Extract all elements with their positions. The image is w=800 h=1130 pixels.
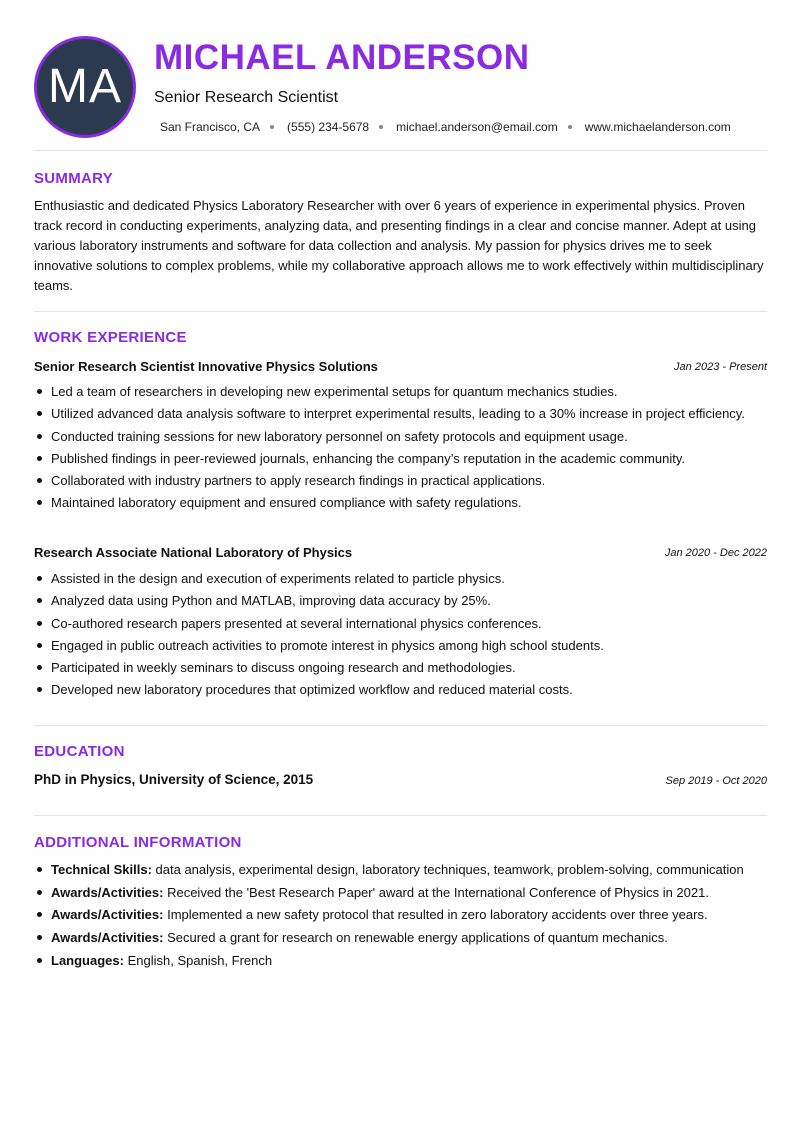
list-item (34, 860, 774, 879)
summary-text: Enthusiastic and dedicated Physics Laboratory Researcher with over 6 years of experience in experimental physics. Proven track record in conducting experiments, analyzing data, and presenting findings in a clear and concise manner. Adept at using various laboratory instruments and software for data collection and analysis. My passion for physics drives me to seek innovative solutions to complex problems, while my collaborative approach allows me to work effectively within multidisciplinary teams. (34, 198, 764, 293)
job-dates: Jan 2020 - Dec 2022 (664, 547, 767, 559)
list-item: Participated in weekly seminars to discuss ongoing research and methodologies. (34, 658, 754, 677)
info-label: Awards/Activities: (51, 884, 164, 900)
job-role: Research Associate National Laboratory of Physics (34, 545, 353, 560)
list-item: Co-authored research papers presented at several international physics conferences. (34, 614, 754, 633)
contact-bar (160, 119, 731, 135)
summary-heading: SUMMARY (34, 170, 114, 187)
list-item: Engaged in public outreach activities to promote interest in physics among high school students. (34, 636, 754, 655)
job-dates: Jan 2023 - Present (674, 361, 767, 373)
info-text: English, Spanish, French (123, 952, 273, 968)
avatar-initials: MA (48, 60, 122, 113)
info-text: Implemented a new safety protocol that resulted in zero laboratory accidents over three years. (163, 907, 708, 922)
avatar (34, 36, 136, 138)
list-item: Collaborated with industry partners to apply research findings in practical applications. (34, 471, 754, 490)
experience-divider (34, 725, 767, 726)
education-divider (34, 815, 767, 816)
info-label: Languages: (51, 952, 124, 968)
summary-divider (34, 311, 767, 312)
job-header (34, 544, 767, 562)
education-dates: Sep 2019 - Oct 2020 (665, 775, 767, 787)
education-degree: PhD in Physics, University of Science, 2015 (34, 772, 314, 787)
info-text: Secured a grant for research on renewable energy applications of quantum mechanics. (163, 929, 668, 945)
info-label: Technical Skills: (51, 862, 152, 877)
list-item: Utilized advanced data analysis software to interpret experimental results, leading to a 30% increase in project efficiency. (34, 404, 754, 423)
experience-heading: WORK EXPERIENCE (34, 329, 187, 346)
list-item: Analyzed data using Python and MATLAB, improving data accuracy by 25%. (34, 591, 754, 610)
separator-dot (379, 125, 383, 129)
candidate-title: Senior Research Scientist (154, 89, 339, 106)
list-item: Conducted training sessions for new laboratory personnel on safety protocols and equipment usage. (34, 427, 754, 446)
list-item (34, 951, 774, 970)
info-label: Awards/Activities: (51, 929, 164, 945)
list-item: Assisted in the design and execution of experiments related to particle physics. (34, 569, 754, 588)
candidate-name: MICHAEL ANDERSON (154, 38, 530, 77)
contact-phone: (555) 234-5678 (287, 120, 370, 134)
header-divider (34, 150, 767, 151)
job-bullets (34, 382, 754, 516)
job-header (34, 358, 767, 376)
list-item (34, 905, 774, 924)
separator-dot (270, 125, 274, 129)
info-label: Awards/Activities: (51, 907, 164, 922)
list-item: Maintained laboratory equipment and ensured compliance with safety regulations. (34, 493, 754, 512)
contact-website[interactable]: www.michaelanderson.com (584, 120, 731, 134)
list-item: Developed new laboratory procedures that optimized workflow and reduced material costs. (34, 680, 754, 699)
education-heading: EDUCATION (34, 743, 125, 760)
list-item: Published findings in peer-reviewed journals, enhancing the company’s reputation in the academic community. (34, 449, 754, 468)
additional-heading: ADDITIONAL INFORMATION (34, 834, 242, 851)
job-bullets (34, 569, 754, 703)
additional-list (34, 860, 774, 973)
info-text: Received the 'Best Research Paper' award at the International Conference of Physics in 2021. (163, 884, 709, 900)
contact-location: San Francisco, CA (160, 120, 261, 134)
list-item (34, 928, 774, 947)
list-item: Led a team of researchers in developing new experimental setups for quantum mechanics studies. (34, 382, 754, 401)
job-role: Senior Research Scientist Innovative Physics Solutions (34, 359, 378, 374)
contact-email[interactable]: michael.anderson@email.com (396, 120, 558, 134)
list-item (34, 883, 774, 902)
separator-dot (568, 125, 572, 129)
info-text: data analysis, experimental design, laboratory techniques, teamwork, problem-solving, communication (151, 862, 744, 877)
